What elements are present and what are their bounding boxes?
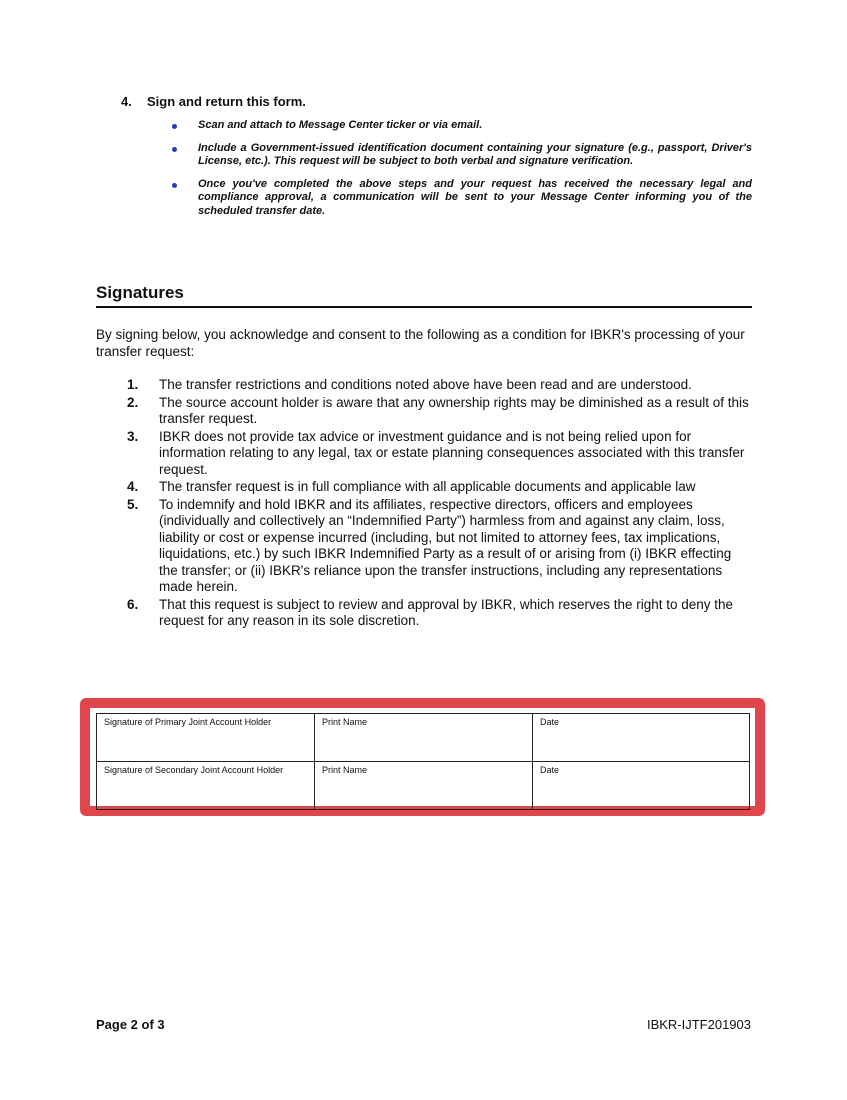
term-number: 6.	[127, 596, 139, 612]
secondary-date-field[interactable]: Date	[533, 762, 750, 810]
page-number: Page 2 of 3	[96, 1017, 165, 1032]
term-number: 3.	[127, 428, 139, 444]
acknowledgement-intro: By signing below, you acknowledge and consent to the following as a condition for IBKR's processing of your transfer request:	[96, 327, 745, 359]
term-number: 2.	[127, 394, 139, 410]
term-text: The transfer request is in full compliance with all applicable documents and applicable law	[159, 479, 696, 494]
list-item: Scan and attach to Message Center ticker or via email.	[170, 119, 752, 133]
term-text: To indemnify and hold IBKR and its affiliates, respective directors, officers and employees (individually and collectively an “Indemnified Party”) harmless from and against any claim, loss, liability or cost or expense incurred (including, but not limited to attorney fees, tax implications, liquidations, etc.) by such IBKR Indemnified Party as a result of or arising from (i) IBKR effecting the transfer; or (ii) IBKR's reliance upon the transfer instructions, including any representations made herein.	[159, 496, 732, 594]
primary-signature-field[interactable]: Signature of Primary Joint Account Holder	[97, 714, 315, 762]
term-number: 5.	[127, 496, 139, 512]
primary-print-name-field[interactable]: Print Name	[315, 714, 533, 762]
term-text: That this request is subject to review and approval by IBKR, which reserves the right to deny the request for any reason in its sole discretion.	[159, 596, 734, 628]
list-item	[127, 497, 752, 596]
step-4-heading	[121, 94, 306, 109]
section-title: Signatures	[96, 283, 752, 308]
secondary-signature-field[interactable]: Signature of Secondary Joint Account Holder	[97, 762, 315, 810]
signature-table	[96, 713, 750, 810]
term-text: The source account holder is aware that any ownership rights may be diminished as a result of this transfer request.	[159, 394, 749, 426]
acknowledgement-terms	[127, 377, 752, 631]
bullet-icon	[172, 147, 177, 152]
list-item	[127, 377, 752, 394]
term-number: 1.	[127, 377, 139, 392]
bullet-icon	[172, 183, 177, 188]
secondary-print-name-field[interactable]: Print Name	[315, 762, 533, 810]
term-number: 4.	[127, 479, 139, 494]
term-text: The transfer restrictions and conditions noted above have been read and are understood.	[159, 377, 692, 392]
list-item	[127, 597, 752, 630]
list-item	[127, 395, 752, 428]
bullet-icon	[172, 124, 177, 129]
list-item	[127, 479, 752, 496]
step-4-bullet-list	[170, 119, 752, 228]
form-id: IBKR-IJTF201903	[646, 1017, 751, 1032]
table-row	[97, 762, 750, 810]
list-item: Include a Government-issued identification document containing your signature (e.g., passport, Driver's License, etc.). This request will be subject to both verbal and signature verification.	[170, 142, 752, 169]
step-title: Sign and return this form.	[147, 94, 306, 109]
list-item	[127, 429, 752, 479]
term-text: IBKR does not provide tax advice or investment guidance and is not being relied upon for information relating to any legal, tax or estate planning consequences associated with this transfer request.	[159, 428, 745, 477]
list-item: Once you've completed the above steps and your request has received the necessary legal and compliance approval, a communication will be sent to your Message Center informing you of the scheduled transfer date.	[170, 178, 752, 219]
primary-date-field[interactable]: Date	[533, 714, 750, 762]
table-row	[97, 714, 750, 762]
step-number: 4.	[121, 94, 132, 109]
